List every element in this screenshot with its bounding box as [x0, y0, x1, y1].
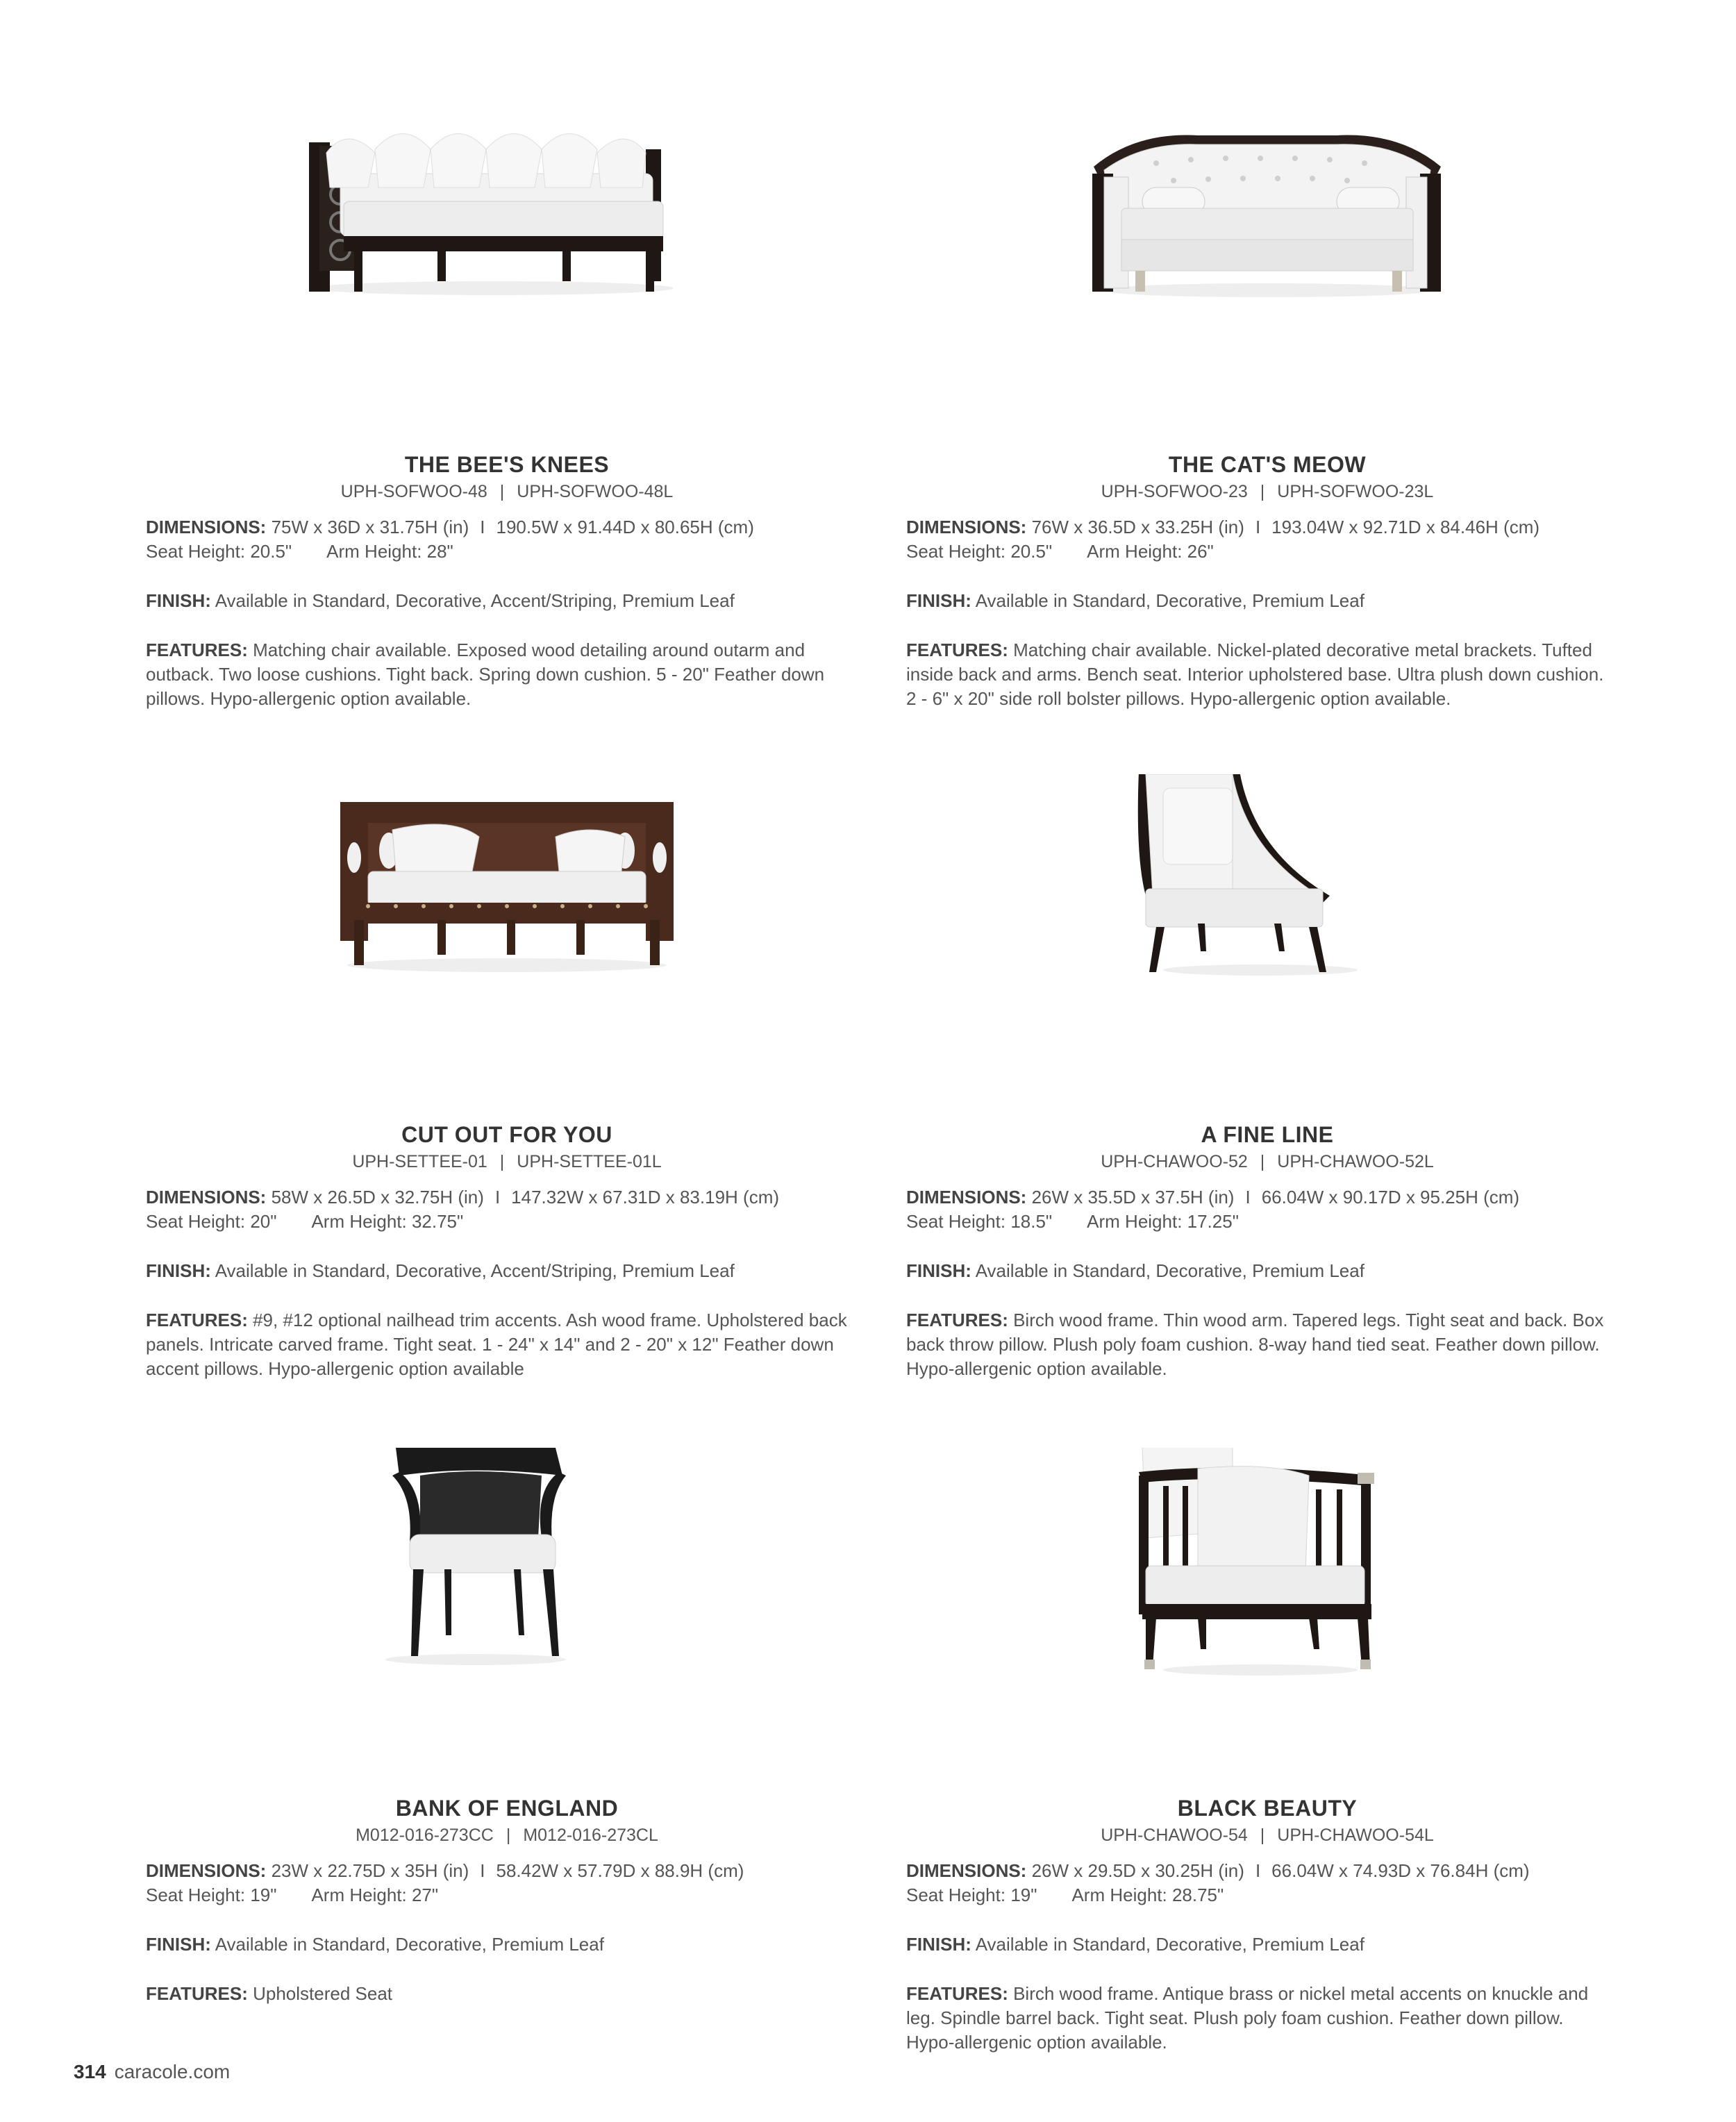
dimensions-divider: I: [1255, 1860, 1261, 1881]
product-image-sofa: [146, 104, 868, 333]
features-text: #9, #12 optional nailhead trim accents. Ash wood frame. Upholstered back panels. Intricate carved frame. Tight seat. 1 - 24" x 14" and 2 - 20" x 12" Feather down accent pillows. Hypo-allergenic option available: [146, 1310, 847, 1379]
dimensions-label: DIMENSIONS:: [906, 517, 1027, 537]
finish-text: Available in Standard, Decorative, Accent/Striping, Premium Leaf: [215, 590, 735, 611]
finish-line: [906, 1259, 1628, 1283]
product-skus: [146, 1824, 868, 1846]
product-skus: [906, 481, 1628, 503]
seat-height: Seat Height: 19": [146, 1885, 277, 1905]
dimensions-line: [906, 515, 1628, 540]
product-card: [146, 774, 868, 1381]
dimensions-cm: 66.04W x 90.17D x 95.25H (cm): [1261, 1187, 1520, 1208]
features-label: FEATURES:: [146, 640, 248, 660]
features-line: [146, 638, 847, 711]
sku-secondary: UPH-SOFWOO-48L: [517, 482, 674, 501]
features-line: [906, 638, 1608, 711]
site-url: caracole.com: [114, 2061, 231, 2082]
heights-line: [906, 1210, 1628, 1234]
product-card: [906, 774, 1628, 1381]
features-text: Birch wood frame. Thin wood arm. Tapered legs. Tight seat and back. Box back throw pillow. Plush poly foam cushion. 8-way hand tied seat. Feather down pillow. Hypo-allergenic option available.: [906, 1310, 1604, 1379]
dimensions-in: 23W x 22.75D x 35H (in): [271, 1860, 469, 1881]
features-label: FEATURES:: [906, 640, 1008, 660]
product-image-chair: [906, 1448, 1628, 1677]
dimensions-cm: 58.42W x 57.79D x 88.9H (cm): [496, 1860, 744, 1881]
dimensions-label: DIMENSIONS:: [146, 1187, 267, 1208]
finish-line: [906, 589, 1628, 613]
product-skus: [146, 481, 868, 503]
dimensions-line: [906, 1859, 1628, 1883]
sku-separator: |: [499, 482, 505, 501]
sku-primary: UPH-CHAWOO-52: [1101, 1152, 1248, 1171]
product-image-chair: [906, 774, 1628, 1003]
finish-line: [146, 1259, 868, 1283]
product-card: [146, 1448, 868, 2006]
dimensions-line: [146, 515, 868, 540]
finish-text: Available in Standard, Decorative, Accent/Striping, Premium Leaf: [215, 1260, 735, 1281]
finish-label: FINISH:: [906, 590, 971, 611]
product-skus: [146, 1151, 868, 1173]
arm-height: Arm Height: 28.75": [1071, 1885, 1224, 1905]
dimensions-in: 75W x 36D x 31.75H (in): [271, 517, 469, 537]
finish-label: FINISH:: [146, 1934, 211, 1955]
arm-height: Arm Height: 28": [326, 541, 453, 562]
features-line: [906, 1982, 1608, 2055]
sku-primary: UPH-SOFWOO-23: [1101, 482, 1248, 501]
sku-secondary: UPH-SOFWOO-23L: [1277, 482, 1434, 501]
finish-label: FINISH:: [146, 590, 211, 611]
arm-height: Arm Height: 26": [1087, 541, 1214, 562]
dimensions-divider: I: [480, 517, 485, 537]
product-card: [906, 104, 1628, 711]
features-label: FEATURES:: [906, 1310, 1008, 1330]
seat-height: Seat Height: 18.5": [906, 1211, 1053, 1232]
features-line: [146, 1308, 847, 1381]
sku-primary: M012-016-273CC: [356, 1826, 494, 1845]
product-title: CUT OUT FOR YOU: [401, 1122, 612, 1147]
dimensions-cm: 147.32W x 67.31D x 83.19H (cm): [511, 1187, 780, 1208]
dimensions-divider: I: [494, 1187, 501, 1208]
dimensions-divider: I: [480, 1860, 485, 1881]
dimensions-label: DIMENSIONS:: [146, 1860, 267, 1881]
dimensions-cm: 190.5W x 91.44D x 80.65H (cm): [496, 517, 754, 537]
dimensions-cm: 193.04W x 92.71D x 84.46H (cm): [1271, 517, 1540, 537]
features-text: Upholstered Seat: [253, 1983, 392, 2004]
page-number: 314: [74, 2061, 106, 2082]
features-line: [906, 1308, 1608, 1381]
dimensions-cm: 66.04W x 74.93D x 76.84H (cm): [1271, 1860, 1530, 1881]
sku-secondary: UPH-CHAWOO-52L: [1277, 1152, 1434, 1171]
seat-height: Seat Height: 20": [146, 1211, 277, 1232]
product-title: BLACK BEAUTY: [1177, 1796, 1358, 1821]
dimensions-label: DIMENSIONS:: [146, 517, 267, 537]
sku-secondary: M012-016-273CL: [523, 1826, 658, 1845]
features-text: Matching chair available. Nickel-plated decorative metal brackets. Tufted inside back and arms. Bench seat. Interior upholstered base. Ultra plush down cushion. 2 - 6" x 20" side roll bolster pillows. Hypo-allergenic option available.: [906, 640, 1604, 709]
dimensions-in: 58W x 26.5D x 32.75H (in): [271, 1187, 484, 1208]
product-image-chair: [146, 1448, 868, 1677]
product-card: [146, 104, 868, 711]
product-title: BANK OF ENGLAND: [395, 1796, 619, 1821]
dimensions-line: [146, 1185, 868, 1210]
dimensions-line: [906, 1185, 1628, 1210]
finish-label: FINISH:: [146, 1260, 211, 1281]
product-skus: [906, 1151, 1628, 1173]
seat-height: Seat Height: 19": [906, 1885, 1037, 1905]
arm-height: Arm Height: 27": [311, 1885, 439, 1905]
seat-height: Seat Height: 20.5": [146, 541, 292, 562]
product-title: A FINE LINE: [1201, 1122, 1334, 1147]
sku-primary: UPH-SETTEE-01: [352, 1152, 487, 1171]
sku-separator: |: [1260, 482, 1265, 501]
dimensions-in: 76W x 36.5D x 33.25H (in): [1031, 517, 1244, 537]
sku-secondary: UPH-SETTEE-01L: [517, 1152, 662, 1171]
finish-line: [146, 1932, 868, 1957]
product-title: THE CAT'S MEOW: [1168, 452, 1367, 477]
sku-primary: UPH-CHAWOO-54: [1101, 1826, 1248, 1845]
sku-separator: |: [506, 1826, 511, 1845]
features-text: Birch wood frame. Antique brass or nickel metal accents on knuckle and leg. Spindle barrel back. Tight seat. Plush poly foam cushion. Feather down pillow. Hypo-allergenic option available.: [906, 1983, 1589, 2053]
heights-line: [146, 1883, 868, 1907]
sku-secondary: UPH-CHAWOO-54L: [1277, 1826, 1434, 1845]
seat-height: Seat Height: 20.5": [906, 541, 1053, 562]
product-card: [906, 1448, 1628, 2055]
dimensions-in: 26W x 35.5D x 37.5H (in): [1031, 1187, 1235, 1208]
finish-text: Available in Standard, Decorative, Premium Leaf: [975, 590, 1364, 611]
dimensions-label: DIMENSIONS:: [906, 1860, 1027, 1881]
dimensions-line: [146, 1859, 868, 1883]
finish-line: [146, 589, 868, 613]
dimensions-in: 26W x 29.5D x 30.25H (in): [1031, 1860, 1244, 1881]
features-text: Matching chair available. Exposed wood detailing around outarm and outback. Two loose cushions. Tight back. Spring down cushion. 5 - 20" Feather down pillows. Hypo-allergenic option available.: [146, 640, 825, 709]
features-label: FEATURES:: [146, 1983, 248, 2004]
finish-text: Available in Standard, Decorative, Premium Leaf: [975, 1260, 1364, 1281]
sku-separator: |: [1260, 1152, 1265, 1171]
heights-line: [906, 540, 1628, 564]
features-label: FEATURES:: [146, 1310, 248, 1330]
finish-line: [906, 1932, 1628, 1957]
heights-line: [146, 540, 868, 564]
sku-primary: UPH-SOFWOO-48: [340, 482, 487, 501]
arm-height: Arm Height: 32.75": [311, 1211, 464, 1232]
dimensions-divider: I: [1255, 517, 1261, 537]
arm-height: Arm Height: 17.25": [1087, 1211, 1239, 1232]
features-label: FEATURES:: [906, 1983, 1008, 2004]
finish-label: FINISH:: [906, 1934, 971, 1955]
heights-line: [146, 1210, 868, 1234]
product-image-settee: [146, 774, 868, 1003]
finish-text: Available in Standard, Decorative, Premium Leaf: [975, 1934, 1364, 1955]
product-image-sofa: [906, 104, 1628, 333]
finish-text: Available in Standard, Decorative, Premium Leaf: [215, 1934, 604, 1955]
heights-line: [906, 1883, 1628, 1907]
sku-separator: |: [1260, 1826, 1265, 1845]
page-footer: [74, 2061, 230, 2083]
finish-label: FINISH:: [906, 1260, 971, 1281]
dimensions-label: DIMENSIONS:: [906, 1187, 1027, 1208]
sku-separator: |: [499, 1152, 505, 1171]
dimensions-divider: I: [1245, 1187, 1251, 1208]
features-line: [146, 1982, 847, 2006]
product-title: THE BEE'S KNEES: [404, 452, 610, 477]
product-skus: [906, 1824, 1628, 1846]
